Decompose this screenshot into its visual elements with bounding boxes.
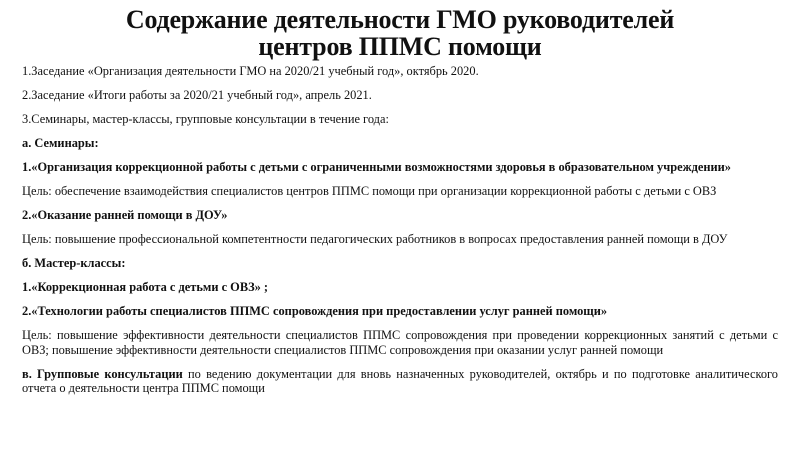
seminar-1-goal: Цель: обеспечение взаимодействия специалистов центров ППМС помощи при организации коррекционной работы с детьми с ОВЗ [22, 184, 717, 198]
meeting-2: 2.Заседание «Итоги работы за 2020/21 учебный год», апрель 2021. [22, 88, 372, 102]
title-line-2: центров ППМС помощи [258, 32, 542, 61]
seminar-2-title: 2.«Оказание ранней помощи в ДОУ» [22, 208, 228, 222]
masterclass-1-title: 1.«Коррекционная работа с детьми с ОВЗ» ; [22, 280, 269, 294]
slide-content [22, 64, 778, 396]
masterclass-2-title: 2.«Технологии работы специалистов ППМС сопровождения при предоставлении услуг ранней помощи» [22, 304, 608, 318]
masterclass-2-goal: Цель: повышение эффективности деятельности специалистов ППМС сопровождения при проведении коррекционных занятий с детьми с ОВЗ; повышение эффективности деятельности специалистов ППМС сопровождения при оказании услуг ранней помощи [22, 328, 778, 357]
seminar-2-goal: Цель: повышение профессиональной компетентности педагогических работников в вопросах предоставления ранней помощи в ДОУ [22, 232, 728, 246]
group-consultations [22, 367, 778, 396]
meeting-1: 1.Заседание «Организация деятельности ГМО на 2020/21 учебный год», октябрь 2020. [22, 64, 479, 78]
masterclasses-heading: б. Мастер-классы: [22, 256, 126, 270]
title-line-1: Содержание деятельности ГМО руководителей [125, 5, 675, 34]
group-consultations-heading: в. Групповые консультации [22, 366, 183, 381]
slide-title [22, 6, 778, 60]
group-consultations-text: по ведению документации для вновь назначенных руководителей, октябрь и по подготовке аналитического отчета о деятельности центра ППМС помощи [22, 366, 778, 395]
seminars-intro: 3.Семинары, мастер-классы, групповые консультации в течение года: [22, 112, 389, 126]
seminars-heading: а. Семинары: [22, 136, 99, 150]
seminar-1-title: 1.«Организация коррекционной работы с детьми с ограниченными возможностями здоровья в образовательном учреждении» [22, 160, 731, 174]
